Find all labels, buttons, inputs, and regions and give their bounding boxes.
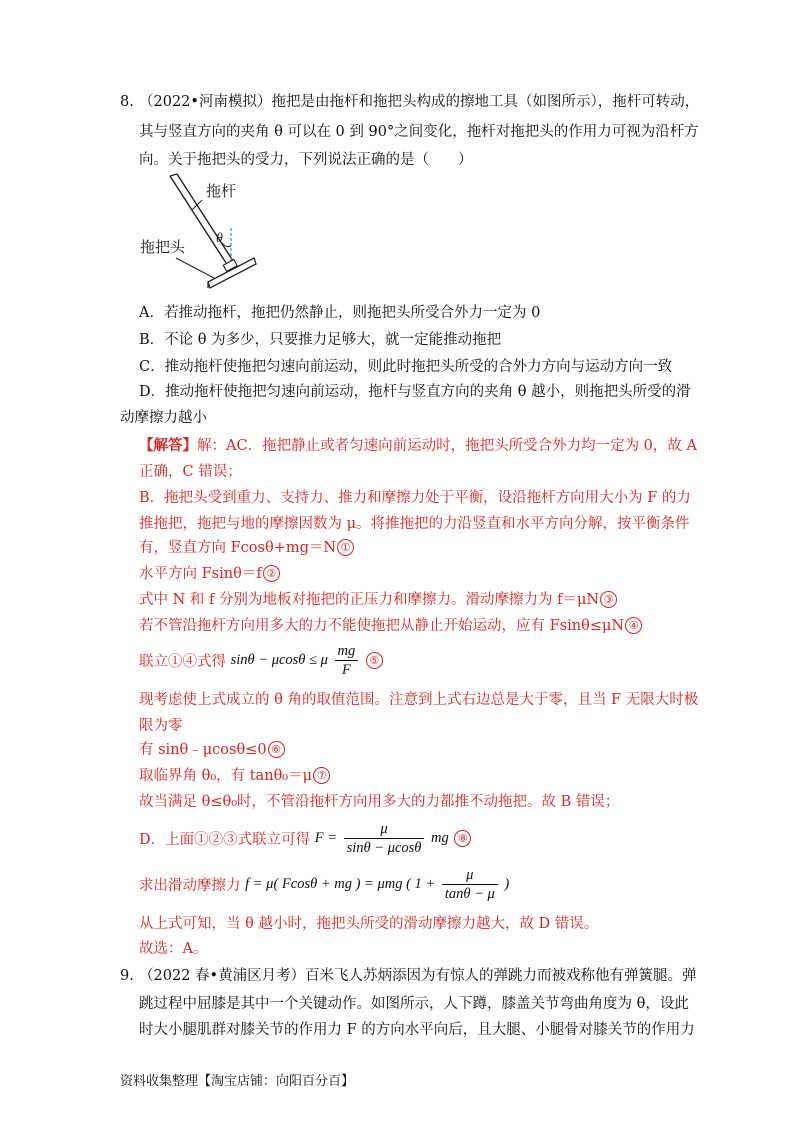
answer-line14: 故当满足 θ≤θ₀时，不管沿拖杆方向用多大的力都推不动拖把。故 B 错误； <box>139 794 620 810</box>
eq8-tail: mg <box>431 830 449 846</box>
circle-3: ③ <box>600 591 617 608</box>
head-label: 拖把头 <box>140 238 186 256</box>
eq5-fraction <box>335 642 359 679</box>
eq5-denominator: F <box>341 662 351 678</box>
answer-line3: B．拖把头受到重力、支持力、推力和摩擦力处于平衡，设沿拖杆方向用大小为 F 的力 <box>139 490 691 506</box>
eq5-expr: sinθ − μcosθ ≤ μ <box>230 652 328 668</box>
q8-option-c: C．推动拖杆使拖把匀速向前运动，则此时拖把头所受的合外力方向与运动方向一致 <box>139 359 673 375</box>
answer-line7 <box>139 590 618 610</box>
friction-fraction <box>442 866 498 903</box>
answer-line10: 现考虑使上式成立的 θ 角的取值范围。注意到上式右边总是大于零，且当 F 无限大时极 <box>139 692 699 708</box>
angle-label: θ <box>216 231 223 246</box>
circle-7: ⑦ <box>313 767 330 784</box>
friction-numerator: μ <box>442 866 498 885</box>
rod-label: 拖杆 <box>206 182 237 200</box>
answer-tag: 【解答】 <box>139 437 197 454</box>
circle-8: ⑧ <box>454 830 471 847</box>
answer-eq7-text: 取临界角 θ₀，有 tanθ₀＝μ <box>139 768 313 784</box>
answer-line12 <box>139 740 286 760</box>
circle-6: ⑥ <box>268 741 285 758</box>
q8-stem-line3: 向。关于拖把头的受力，下列说法正确的是（ ） <box>139 152 473 168</box>
friction-expr: f = μ( Fcosθ + mg ) = μmg ( 1 + <box>245 876 436 892</box>
q8-stem-line2: 其与竖直方向的夹角 θ 可以在 0 到 90°之间变化，拖杆对拖把头的作用力可视为沿杆方 <box>139 124 699 140</box>
answer-eq5 <box>139 642 384 679</box>
answer-line4: 推拖把，拖把与地的摩擦因数为 μ。将推拖把的力沿竖直和水平方向分解，按平衡条件 <box>139 516 690 532</box>
eq5-prefix: 联立①④式得 <box>139 654 226 670</box>
answer-line17: 从上式可知，当 θ 越小时，拖把头所受的滑动摩擦力越大，故 D 错误。 <box>139 916 599 932</box>
answer-line1 <box>139 436 697 456</box>
answer-line5 <box>139 538 355 558</box>
answer-eq-friction <box>139 866 509 903</box>
answer-line18: 故选：A。 <box>139 941 208 957</box>
answer-eq2-text: 水平方向 Fsinθ＝f <box>139 566 262 582</box>
friction-prefix: 求出滑动摩擦力 <box>139 878 241 894</box>
rod-label-leader <box>192 200 202 210</box>
eq8-denominator: sinθ − μcosθ <box>346 840 422 856</box>
q8-stem-line1: （2022•河南模拟）拖把是由拖杆和拖把头构成的擦地工具（如图所示），拖杆可转动， <box>139 94 700 110</box>
answer-text1: 解：AC．拖把静止或者匀速向前运动时，拖把头所受合外力均一定为 0，故 A <box>197 438 697 454</box>
q9-number: 9. <box>120 968 134 984</box>
answer-line11: 限为零 <box>139 718 183 734</box>
q8-option-a: A．若推动拖杆，拖把仍然静止，则拖把头所受合外力一定为 0 <box>139 305 541 321</box>
eq5-numerator: mg <box>335 642 359 661</box>
page-footer: 资料收集整理【淘宝店铺：向阳百分百】 <box>120 1074 355 1089</box>
head-label-leader <box>176 258 214 278</box>
eq8-lhs: F = <box>314 830 338 846</box>
q9-stem-line2: 跳过程中屈膝是其中一个关键动作。如图所示，人下蹲，膝盖关节弯曲角度为 θ，设此 <box>139 996 689 1012</box>
q9-stem-line1: （2022 春•黄浦区月考）百米飞人苏炳添因为有惊人的弹跳力而被戏称他有弹簧腿。弹 <box>139 968 697 984</box>
answer-line6 <box>139 564 281 584</box>
circle-5: ⑤ <box>366 652 383 669</box>
q8-number: 8. <box>120 94 134 110</box>
answer-eq1-text: 有，竖直方向 Fcosθ+mg＝N <box>139 540 337 556</box>
q8-option-d-line1: D．推动拖杆使拖把匀速向前运动，拖杆与竖直方向的夹角 θ 越小，则拖把头所受的滑 <box>139 384 691 400</box>
circle-1: ① <box>337 539 354 556</box>
circle-2: ② <box>263 565 280 582</box>
answer-line2: 正确，C 错误； <box>139 464 242 480</box>
circle-4: ④ <box>625 617 642 634</box>
eq8-prefix: D．上面①②③式联立可得 <box>139 832 311 848</box>
q8-option-b: B．不论 θ 为多少，只要推力足够大，就一定能推动拖把 <box>139 332 502 348</box>
mop-figure <box>136 170 276 305</box>
eq8-fraction <box>344 820 425 857</box>
q8-option-d-line2: 动摩擦力越小 <box>120 410 207 426</box>
eq8-numerator: μ <box>344 820 425 839</box>
friction-denominator: tanθ − μ <box>444 886 495 902</box>
answer-eq6-text: 有 sinθ﹣μcosθ≤0 <box>139 742 267 758</box>
answer-eq8 <box>139 820 472 857</box>
friction-close: ) <box>504 876 510 892</box>
answer-eq3-text: 式中 N 和 f 分别为地板对拖把的正压力和摩擦力。滑动摩擦力为 f＝μN <box>139 592 600 608</box>
answer-line13 <box>139 766 331 786</box>
mop-head <box>208 258 256 288</box>
q9-stem-line3: 时大小腿肌群对膝关节的作用力 F 的方向水平向后，且大腿、小腿骨对膝关节的作用力 <box>139 1022 695 1038</box>
answer-line8 <box>139 616 643 636</box>
answer-eq4-text: 若不管沿拖杆方向用多大的力不能使拖把从静止开始运动，应有 Fsinθ≤μN <box>139 618 625 634</box>
